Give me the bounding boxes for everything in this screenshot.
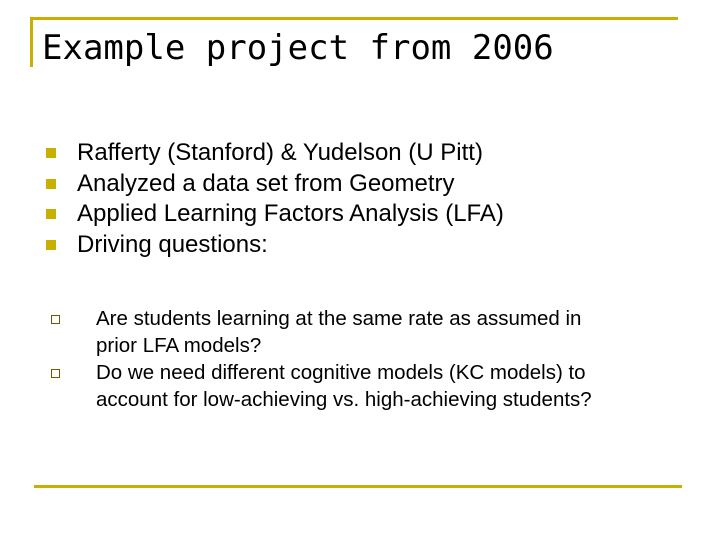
bullet-text: Rafferty (Stanford) & Yudelson (U Pitt) <box>77 139 483 166</box>
bullet-item <box>46 138 686 169</box>
bullet-item <box>46 230 686 261</box>
bullet-text: Applied Learning Factors Analysis (LFA) <box>77 200 504 227</box>
slide-title: Example project from 2006 <box>42 28 554 68</box>
checkbox-bullet-icon <box>51 369 60 378</box>
bullet-list <box>46 138 686 260</box>
square-bullet-icon <box>46 240 56 250</box>
sub-bullet-list <box>51 305 611 413</box>
bullet-item <box>46 169 686 200</box>
sub-bullet-text: Are students learning at the same rate as assumed in prior LFA models? <box>96 307 582 357</box>
square-bullet-icon <box>46 148 56 158</box>
bullet-item <box>46 199 686 230</box>
sub-bullet-item <box>51 305 611 359</box>
checkbox-bullet-icon <box>51 315 60 324</box>
sub-bullet-text: Do we need different cognitive models (KC models) to account for low-achieving vs. high-achieving students? <box>96 361 592 411</box>
title-frame-left-rule <box>30 17 33 67</box>
bottom-rule <box>34 485 682 488</box>
square-bullet-icon <box>46 209 56 219</box>
square-bullet-icon <box>46 179 56 189</box>
sub-bullet-item <box>51 359 611 413</box>
bullet-text: Analyzed a data set from Geometry <box>77 169 455 197</box>
bullet-text: Driving questions: <box>77 230 268 258</box>
title-frame-top-rule <box>30 17 678 20</box>
